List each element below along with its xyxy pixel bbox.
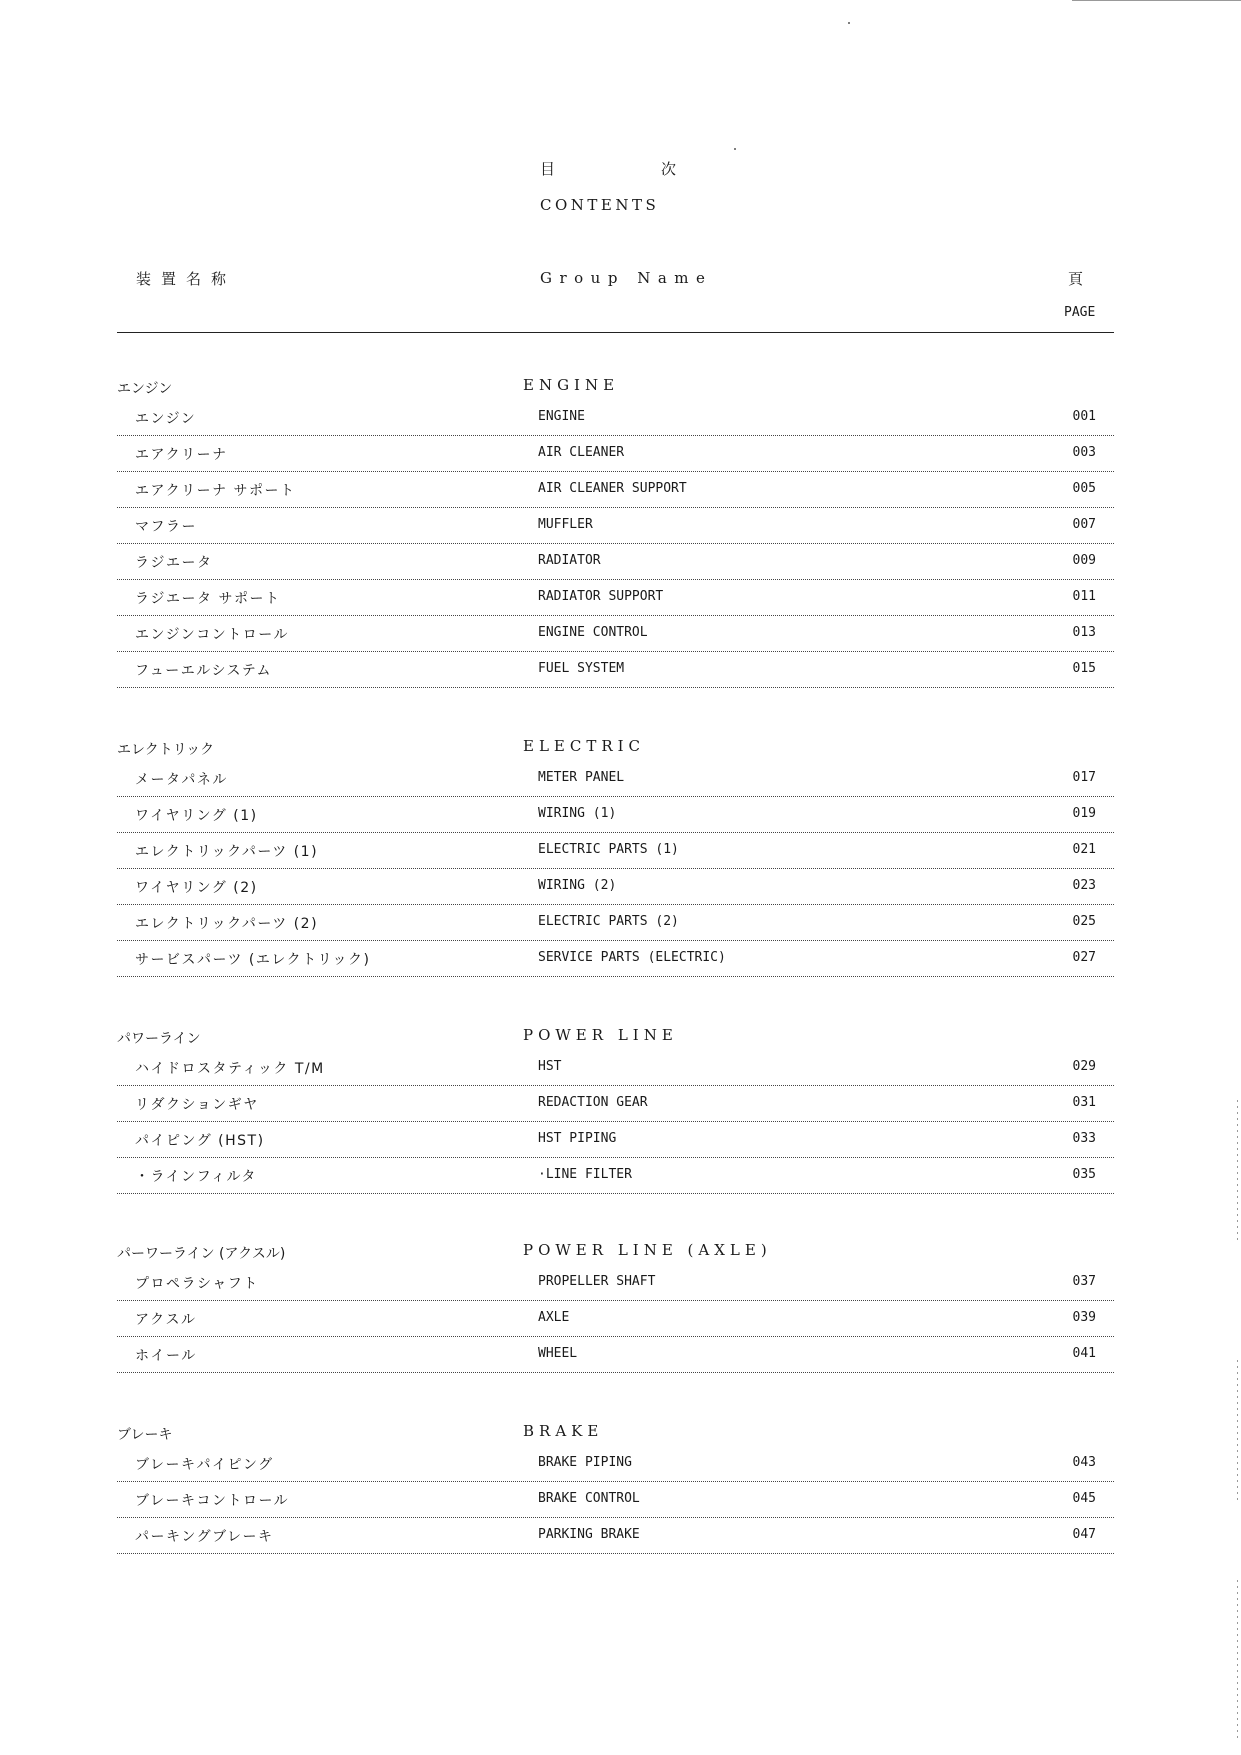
toc-row [117, 472, 1114, 508]
toc-row [117, 1301, 1114, 1337]
toc-item-name-en: RADIATOR [538, 553, 601, 568]
toc-item-name-en: RADIATOR SUPPORT [538, 589, 664, 604]
toc-item-page: 041 [1072, 1346, 1096, 1361]
toc-item-name-en: WHEEL [538, 1346, 578, 1361]
toc-row [117, 797, 1114, 833]
column-header-group-name-jp: 装置名称 [136, 270, 237, 288]
toc-item-name-jp: マフラー [135, 519, 197, 535]
group-heading-jp: ブレーキ [117, 1427, 173, 1443]
toc-item-page: 025 [1072, 914, 1096, 929]
toc-item-name-jp: ワイヤリング (2) [135, 880, 258, 896]
header-divider [117, 332, 1114, 333]
toc-item-name-jp: アクスル [135, 1312, 197, 1328]
toc-item-page: 009 [1072, 553, 1096, 568]
toc-item-name-jp: ・ラインフィルタ [135, 1169, 257, 1185]
toc-item-page: 015 [1072, 661, 1096, 676]
toc-row [117, 544, 1114, 580]
toc-row [117, 869, 1114, 905]
toc-item-name-en: ENGINE [538, 409, 585, 424]
toc-item-name-en: BRAKE PIPING [538, 1455, 632, 1470]
toc-row [117, 761, 1114, 797]
toc-row [117, 833, 1114, 869]
toc-item-name-jp: サービスパーツ (エレクトリック) [135, 952, 371, 968]
toc-item-name-jp: メータパネル [135, 772, 228, 788]
toc-item-name-jp: パイピング (HST) [135, 1133, 265, 1149]
column-header-group-name-en: Group Name [540, 269, 713, 287]
toc-row [117, 941, 1114, 977]
scan-speck [848, 22, 850, 24]
toc-item-page: 035 [1072, 1167, 1096, 1182]
toc-item-name-jp: エアクリーナ サポート [135, 483, 296, 499]
toc-item-name-en: AXLE [538, 1310, 570, 1325]
toc-row [117, 400, 1114, 436]
toc-item-name-jp: リダクションギヤ [135, 1097, 259, 1113]
scan-speck [734, 148, 736, 150]
toc-item-name-en: ·LINE FILTER [538, 1167, 632, 1182]
toc-item-page: 011 [1072, 589, 1096, 604]
toc-item-name-en: HST [538, 1059, 562, 1074]
toc-row [117, 616, 1114, 652]
group-heading-jp: エンジン [117, 381, 173, 397]
toc-item-page: 003 [1072, 445, 1096, 460]
page-title-jp-char-2: 次 [660, 160, 676, 178]
toc-item-name-en: MUFFLER [538, 517, 593, 532]
column-header-page-en: PAGE [1064, 305, 1096, 320]
group-heading [117, 1422, 1114, 1446]
toc-item-name-en: PROPELLER SHAFT [538, 1274, 656, 1289]
scan-edge-mark [1237, 1360, 1238, 1500]
group-heading-jp: パワーライン [117, 1031, 201, 1047]
group-heading [117, 737, 1114, 761]
toc-item-name-en: ENGINE CONTROL [538, 625, 648, 640]
toc-item-name-en: REDACTION GEAR [538, 1095, 648, 1110]
toc-row [117, 1050, 1114, 1086]
toc-item-name-jp: プロペラシャフト [135, 1276, 259, 1292]
toc-item-page: 031 [1072, 1095, 1096, 1110]
toc-item-name-en: FUEL SYSTEM [538, 661, 625, 676]
scan-edge-mark [1237, 1100, 1238, 1240]
toc-item-page: 021 [1072, 842, 1096, 857]
toc-item-name-en: HST PIPING [538, 1131, 617, 1146]
toc-item-name-jp: フューエルシステム [135, 663, 273, 679]
toc-item-name-jp: パーキングブレーキ [135, 1529, 274, 1545]
group-heading-en: ENGINE [523, 376, 620, 394]
column-header-page-jp: 頁 [1068, 270, 1084, 288]
toc-item-name-en: AIR CLEANER [538, 445, 625, 460]
toc-item-page: 043 [1072, 1455, 1096, 1470]
toc-item-name-jp: エアクリーナ [135, 447, 228, 463]
toc-row [117, 1337, 1114, 1373]
toc-item-page: 027 [1072, 950, 1096, 965]
toc-row [117, 1086, 1114, 1122]
toc-item-name-jp: ハイドロスタティック T/M [135, 1061, 325, 1077]
toc-item-name-en: BRAKE CONTROL [538, 1491, 640, 1506]
toc-item-name-en: METER PANEL [538, 770, 625, 785]
group-heading [117, 376, 1114, 400]
toc-item-page: 047 [1072, 1527, 1096, 1542]
toc-row [117, 580, 1114, 616]
toc-item-name-en: WIRING (2) [538, 878, 617, 893]
toc-item-page: 045 [1072, 1491, 1096, 1506]
page-title-en: CONTENTS [540, 196, 660, 214]
page-title-jp-char-1: 目 [540, 160, 556, 178]
toc-item-page: 017 [1072, 770, 1096, 785]
toc-item-name-jp: エレクトリックパーツ (2) [135, 916, 319, 932]
toc-row [117, 652, 1114, 688]
group-heading-en: POWER LINE [523, 1026, 678, 1044]
toc-item-page: 037 [1072, 1274, 1096, 1289]
group-heading-en: BRAKE [523, 1422, 604, 1440]
toc-row [117, 1446, 1114, 1482]
group-heading [117, 1241, 1114, 1265]
toc-item-name-en: WIRING (1) [538, 806, 617, 821]
toc-row [117, 508, 1114, 544]
toc-item-page: 023 [1072, 878, 1096, 893]
toc-item-page: 007 [1072, 517, 1096, 532]
toc-item-name-jp: エンジン [135, 411, 197, 427]
toc-item-name-en: SERVICE PARTS (ELECTRIC) [538, 950, 726, 965]
toc-row [117, 1122, 1114, 1158]
toc-row [117, 1158, 1114, 1194]
toc-item-page: 001 [1072, 409, 1096, 424]
toc-item-name-jp: ブレーキパイピング [135, 1457, 274, 1473]
scan-edge-mark [1237, 1580, 1238, 1740]
toc-item-name-en: AIR CLEANER SUPPORT [538, 481, 687, 496]
toc-item-name-jp: ラジエータ サポート [135, 591, 281, 607]
toc-item-name-en: ELECTRIC PARTS (2) [538, 914, 679, 929]
toc-row [117, 1518, 1114, 1554]
group-heading-en: POWER LINE (AXLE) [523, 1241, 772, 1259]
toc-item-page: 019 [1072, 806, 1096, 821]
group-heading-jp: エレクトリック [117, 742, 215, 758]
group-heading-en: ELECTRIC [523, 737, 646, 755]
toc-item-name-jp: エレクトリックパーツ (1) [135, 844, 319, 860]
group-heading-jp: パーワーライン (アクスル) [117, 1246, 286, 1262]
toc-item-name-en: PARKING BRAKE [538, 1527, 640, 1542]
toc-item-name-jp: ラジエータ [135, 555, 213, 571]
toc-row [117, 1265, 1114, 1301]
page-title-jp [540, 158, 676, 179]
group-heading [117, 1026, 1114, 1050]
toc-row [117, 1482, 1114, 1518]
toc-item-name-jp: エンジンコントロール [135, 627, 290, 643]
toc-item-page: 005 [1072, 481, 1096, 496]
scan-edge-line [1072, 0, 1241, 1]
toc-item-name-jp: ブレーキコントロール [135, 1493, 290, 1509]
toc-item-page: 033 [1072, 1131, 1096, 1146]
toc-row [117, 905, 1114, 941]
toc-item-name-en: ELECTRIC PARTS (1) [538, 842, 679, 857]
toc-item-name-jp: ワイヤリング (1) [135, 808, 258, 824]
toc-item-page: 029 [1072, 1059, 1096, 1074]
toc-item-page: 039 [1072, 1310, 1096, 1325]
toc-item-page: 013 [1072, 625, 1096, 640]
toc-item-name-jp: ホイール [135, 1348, 197, 1364]
toc-row [117, 436, 1114, 472]
